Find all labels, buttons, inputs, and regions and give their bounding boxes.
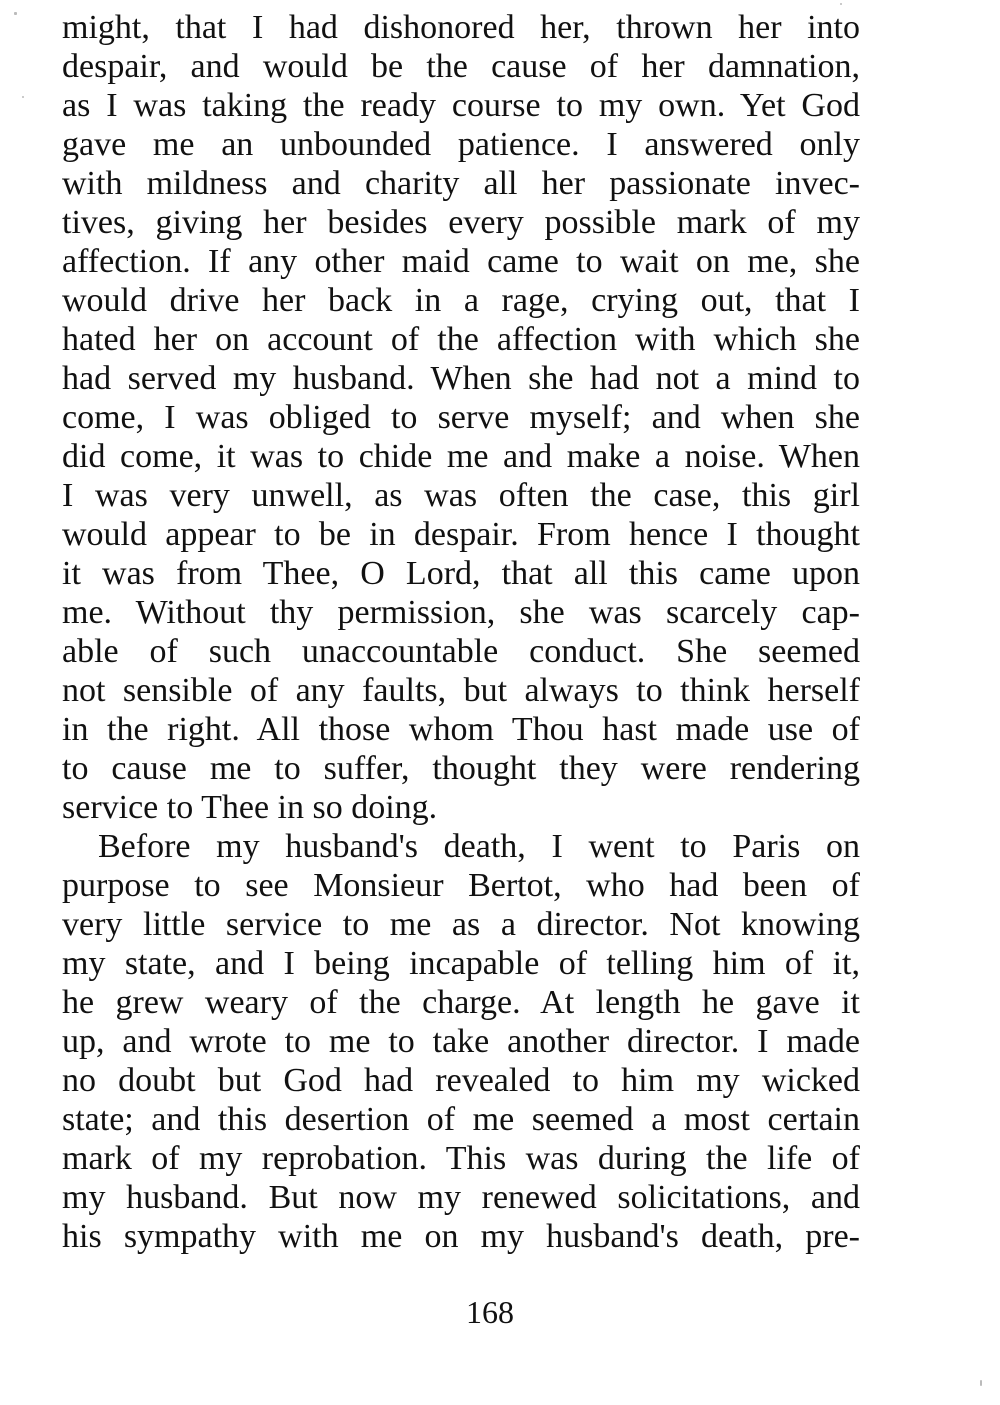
text-line: me. Without thy permission, she was scarcely cap-	[62, 594, 860, 631]
text-line: to cause me to suffer, thought they were rendering	[62, 750, 860, 787]
text-line: would appear to be in despair. From hence I thought	[62, 516, 860, 553]
scan-speck	[840, 3, 842, 5]
text-line: mark of my reprobation. This was during the life of	[62, 1140, 860, 1177]
scan-speck	[22, 96, 24, 98]
text-line: had served my husband. When she had not a mind to	[62, 360, 860, 397]
text-line: service to Thee in so doing.	[62, 789, 438, 826]
text-line: his sympathy with me on my husband's death, pre-	[62, 1218, 860, 1255]
text-line: hated her on account of the affection with which she	[62, 321, 860, 358]
text-line: no doubt but God had revealed to him my wicked	[62, 1062, 860, 1099]
text-line: did come, it was to chide me and make a noise. When	[62, 438, 860, 475]
text-line: as I was taking the ready course to my own. Yet God	[62, 87, 860, 124]
scan-speck	[980, 1380, 982, 1386]
text-line: I was very unwell, as was often the case, this girl	[62, 477, 860, 514]
text-line: might, that I had dishonored her, thrown her into	[62, 9, 860, 46]
text-line: come, I was obliged to serve myself; and when she	[62, 399, 860, 436]
page-number: 168	[466, 1294, 514, 1330]
text-line: would drive her back in a rage, crying out, that I	[62, 282, 860, 319]
text-line: despair, and would be the cause of her damnation,	[62, 48, 860, 85]
text-line: gave me an unbounded patience. I answered only	[62, 126, 860, 163]
scan-speck	[14, 12, 17, 15]
text-line: tives, giving her besides every possible mark of my	[62, 204, 860, 241]
text-line: up, and wrote to me to take another director. I made	[62, 1023, 860, 1060]
text-line: my husband. But now my renewed solicitations, and	[62, 1179, 860, 1216]
text-line: very little service to me as a director. Not knowing	[62, 906, 860, 943]
text-line: able of such unaccountable conduct. She seemed	[62, 633, 860, 670]
text-line: it was from Thee, O Lord, that all this came upon	[62, 555, 860, 592]
text-line: not sensible of any faults, but always to think herself	[62, 672, 860, 709]
text-line: purpose to see Monsieur Bertot, who had been of	[62, 867, 860, 904]
text-line: my state, and I being incapable of telling him of it,	[62, 945, 860, 982]
text-line: in the right. All those whom Thou hast made use of	[62, 711, 860, 748]
text-line: Before my husband's death, I went to Paris on	[98, 828, 860, 865]
text-line: he grew weary of the charge. At length he gave it	[62, 984, 860, 1021]
text-line: affection. If any other maid came to wait on me, she	[62, 243, 860, 280]
text-line: with mildness and charity all her passionate invec-	[62, 165, 860, 202]
text-line: state; and this desertion of me seemed a most certain	[62, 1101, 860, 1138]
